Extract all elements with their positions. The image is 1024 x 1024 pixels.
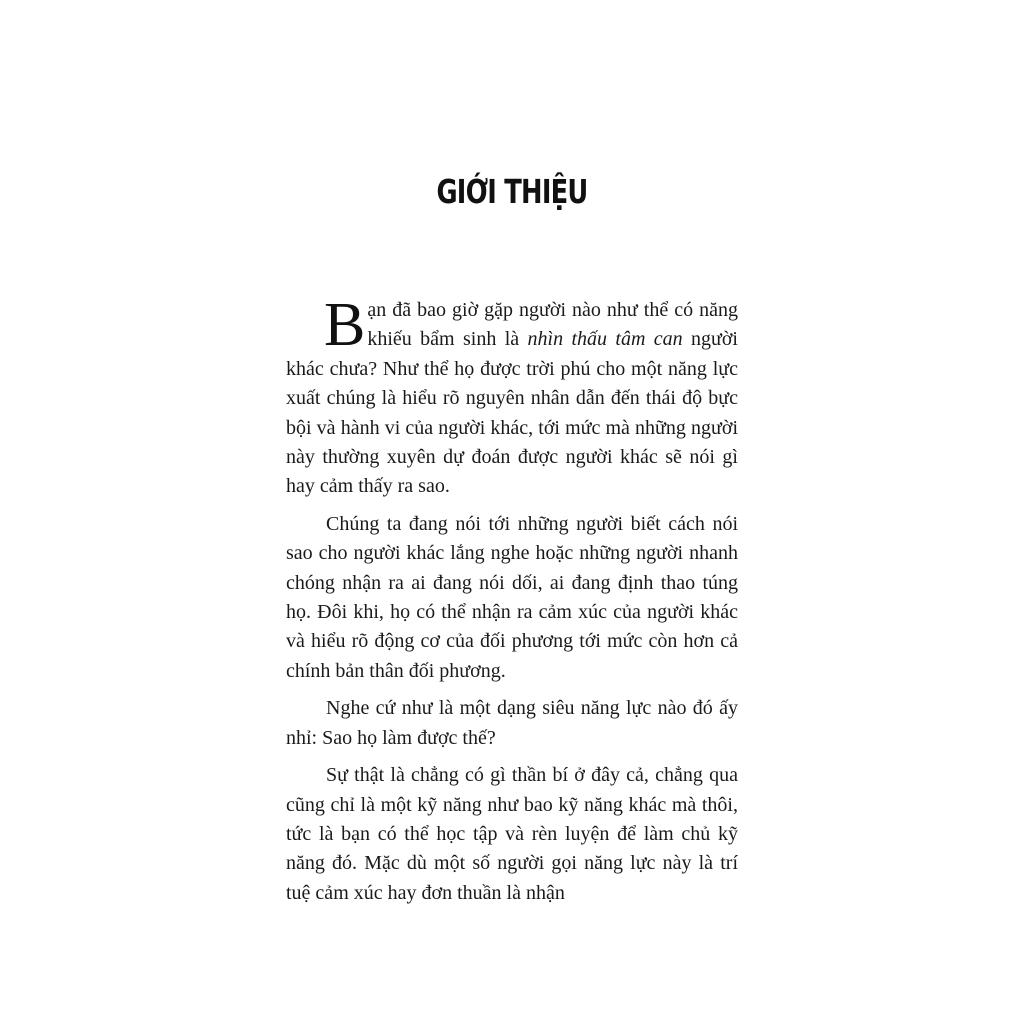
paragraph-1-end: người khác chưa? Như thể họ được trời phú cho một năng lực xuất chúng là hiểu rõ nguyên nhân dẫn đến thái độ bực bội và hành vi của người khác, tới mức mà những người này thường xuyên dự đoán được người khác sẽ nói gì hay cảm thấy ra sao. (286, 328, 738, 498)
paragraph-1-emphasis: nhìn thấu tâm can (527, 328, 683, 351)
paragraph-1 (286, 291, 738, 502)
paragraph-1-start: ạn đã bao giờ gặp người nào như thể có năng khiếu bẩm sinh là (367, 299, 738, 351)
paragraph-4: Sự thật là chẳng có gì thần bí ở đây cả, chẳng qua cũng chỉ là một kỹ năng như bao kỹ năng khác mà thôi, tức là bạn có thể học tập và rèn luyện để làm chủ kỹ năng đó. Mặc dù một số người gọi năng lực này là trí tuệ cảm xúc hay đơn thuần là nhận (286, 764, 738, 904)
paragraph-3: Nghe cứ như là một dạng siêu năng lực nào đó ấy nhỉ: Sao họ làm được thế? (286, 697, 738, 749)
chapter-title: GIỚI THIỆU (436, 172, 588, 211)
paragraph-2: Chúng ta đang nói tới những người biết cách nói sao cho người khác lắng nghe hoặc những người nhanh chóng nhận ra ai đang nói dối, ai đang định thao túng họ. Đôi khi, họ có thể nhận ra cảm xúc của người khác và hiểu rõ động cơ của đối phương tới mức còn hơn cả chính bản thân đối phương. (286, 512, 738, 682)
body-text (286, 291, 738, 916)
drop-cap: B (324, 291, 366, 359)
